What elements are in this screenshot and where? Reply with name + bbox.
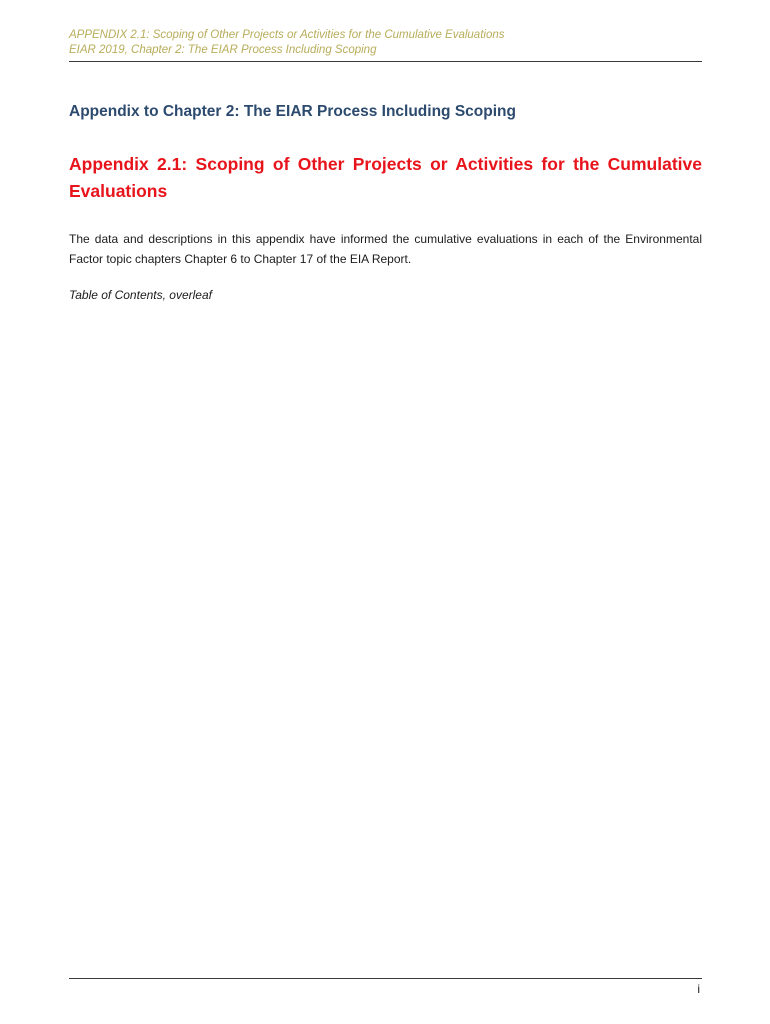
running-header <box>69 28 702 62</box>
page-number: i <box>697 982 700 996</box>
appendix-title: Appendix to Chapter 2: The EIAR Process Including Scoping <box>69 103 516 120</box>
running-header-line-2: EIAR 2019, Chapter 2: The EIAR Process Including Scoping <box>69 44 377 56</box>
running-header-line-1: APPENDIX 2.1: Scoping of Other Projects or Activities for the Cumulative Evaluations <box>69 29 505 41</box>
table-of-contents-note: Table of Contents, overleaf <box>69 288 212 302</box>
body-paragraph: The data and descriptions in this appendix have informed the cumulative evaluations in each of the Environmental Factor topic chapters Chapter 6 to Chapter 17 of the EIA Report. <box>69 232 702 266</box>
footer-rule <box>69 978 702 979</box>
section-title: Appendix 2.1: Scoping of Other Projects or Activities for the Cumulative Evaluations <box>69 154 702 201</box>
